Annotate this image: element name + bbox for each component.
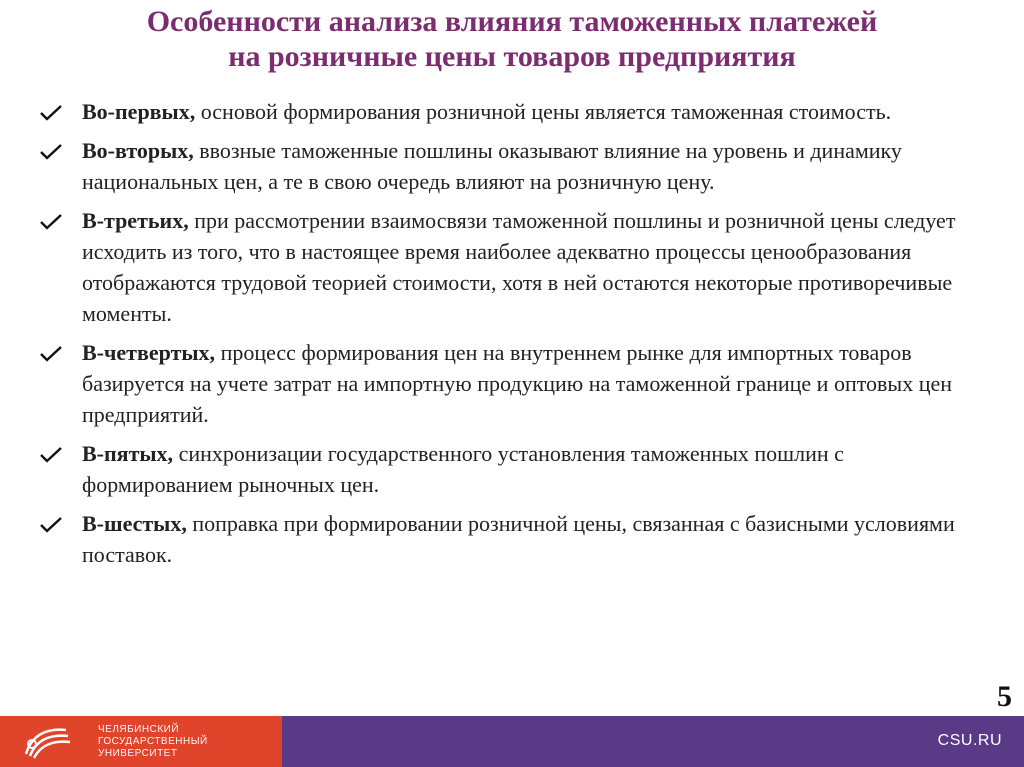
bullet-item (38, 96, 988, 127)
slide-title (0, 0, 1024, 74)
bullet-lead: Во-первых, (82, 99, 196, 124)
bullet-item (38, 205, 988, 329)
site-link[interactable]: CSU.RU (937, 732, 1002, 749)
bullet-text: процесс формирования цен на внутреннем рынке для импортных товаров базируется на учете затрат на импортную продукцию на таможенной границе и оптовых цен предприятий. (82, 340, 953, 427)
slide-title-line-2: на розничные цены товаров предприятия (228, 40, 796, 73)
bullet-list (38, 96, 988, 578)
bullet-item (38, 135, 988, 197)
checkmark-icon (40, 438, 64, 469)
bullet-text: поправка при формировании розничной цены, связанная с базисными условиями поставок. (82, 511, 955, 567)
university-name (98, 724, 208, 760)
slide-title-line-1: Особенности анализа влияния таможенных платежей (146, 5, 878, 38)
bullet-item (38, 508, 988, 570)
university-name-line-3: УНИВЕРСИТЕТ (98, 748, 178, 759)
bullet-lead: В-четвертых, (82, 340, 216, 365)
bullet-text: при рассмотрении взаимосвязи таможенной пошлины и розничной цены следует исходить из того, что в настоящее время наиболее адекватно процессы ценообразования отображаются трудовой теорией стоимости, хотя в ней остаются некоторые противоречивые моменты. (82, 208, 956, 326)
bullet-lead: В-шестых, (82, 511, 187, 536)
university-logo-icon (22, 724, 74, 760)
footer-brand-block (0, 716, 282, 767)
bullet-item (38, 337, 988, 430)
bullet-text: ввозные таможенные пошлины оказывают влияние на уровень и динамику национальных цен, а те в свою очередь влияют на розничную цену. (82, 138, 902, 194)
checkmark-icon (40, 508, 64, 539)
university-name-line-1: ЧЕЛЯБИНСКИЙ (98, 724, 180, 735)
checkmark-icon (40, 96, 64, 127)
bullet-text: синхронизации государственного установления таможенных пошлин с формированием рыночных цен. (82, 441, 844, 497)
checkmark-icon (40, 337, 64, 368)
university-name-line-2: ГОСУДАРСТВЕННЫЙ (98, 736, 208, 747)
page-number: 5 (997, 680, 1012, 713)
checkmark-icon (40, 135, 64, 166)
bullet-lead: Во-вторых, (82, 138, 194, 163)
bullet-lead: В-пятых, (82, 441, 174, 466)
bullet-item (38, 438, 988, 500)
footer-bar (0, 716, 1024, 767)
footer-site-block (282, 716, 1024, 767)
bullet-lead: В-третьих, (82, 208, 189, 233)
checkmark-icon (40, 205, 64, 236)
bullet-text: основой формирования розничной цены является таможенная стоимость. (195, 99, 892, 124)
